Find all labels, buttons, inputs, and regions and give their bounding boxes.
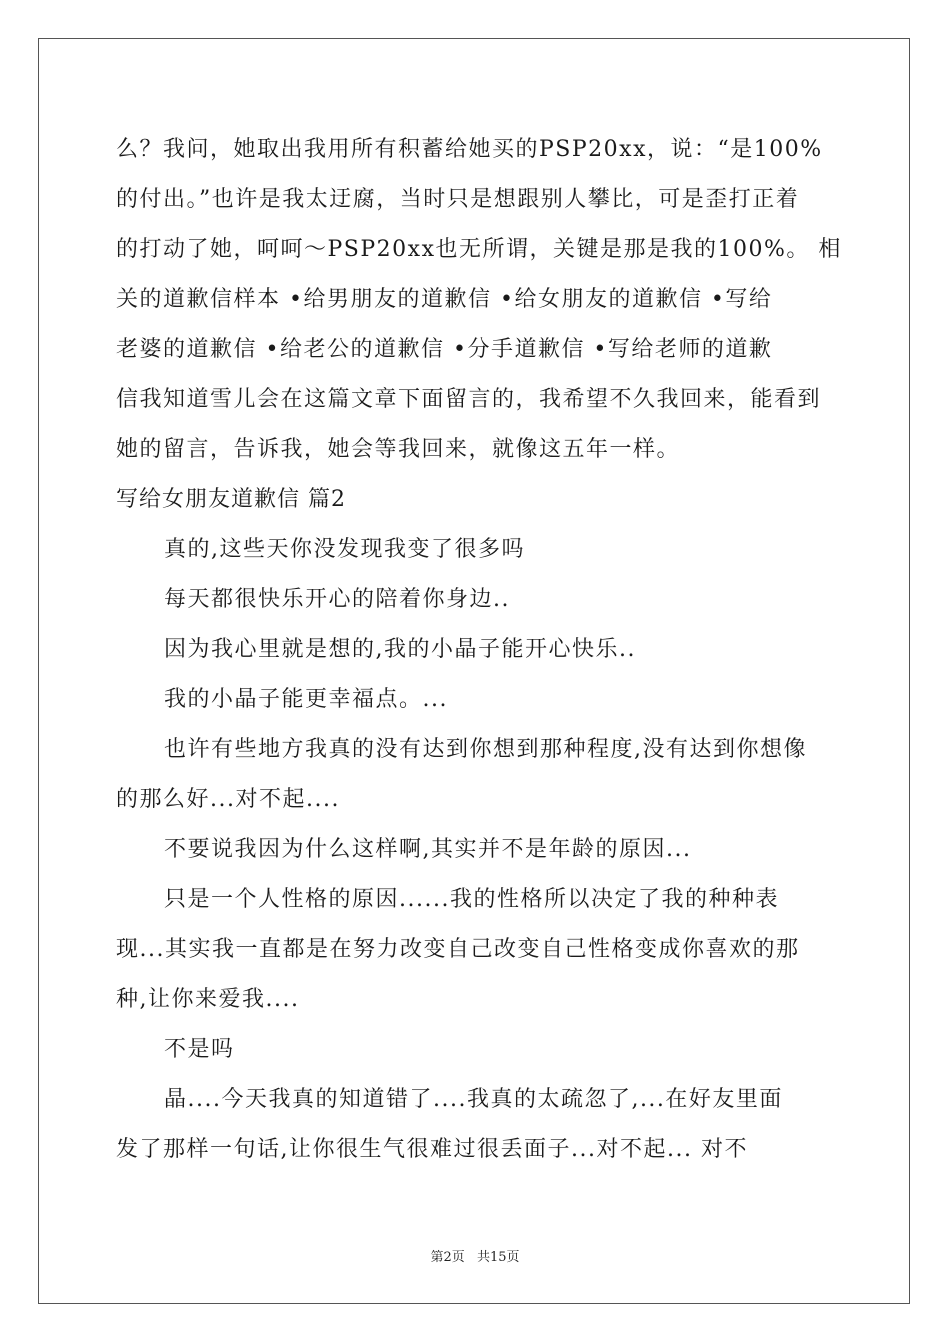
text-line: 信我知道雪儿会在这篇文章下面留言的，我希望不久我回来，能看到: [116, 387, 822, 412]
text-line: 么？我问，她取出我用所有积蓄给她买的PSP20xx，说：“是100%: [116, 137, 823, 162]
text-line: 不是吗: [164, 1037, 235, 1062]
document-body: [116, 125, 842, 1175]
text-line: 每天都很快乐开心的陪着你身边..: [164, 587, 510, 612]
page-number: 第2页: [430, 1250, 465, 1265]
section-body: [116, 525, 836, 1175]
text-line: 她的留言，告诉我，她会等我回来，就像这五年一样。: [116, 437, 681, 462]
text-line: 只是一个人性格的原因......我的性格所以决定了我的种种表: [164, 887, 779, 912]
text-line: 老婆的道歉信 •给老公的道歉信 •分手道歉信 •写给老师的道歉: [116, 337, 773, 362]
text-line: 晶....今天我真的知道错了....我真的太疏忽了,...在好友里面: [164, 1087, 783, 1112]
text-line: 的打动了她，呵呵～PSP20xx也无所谓，关键是那是我的100%。 相: [116, 237, 842, 262]
page-footer: [0, 1246, 950, 1265]
text-line: 也许有些地方我真的没有达到你想到那种程度,没有达到你想像: [164, 737, 807, 762]
section-heading: 写给女朋友道歉信 篇2: [116, 487, 346, 512]
text-line: 因为我心里就是想的,我的小晶子能开心快乐..: [164, 637, 636, 662]
text-line: 现...其实我一直都是在努力改变自己改变自己性格变成你喜欢的那: [116, 937, 800, 962]
text-line: 我的小晶子能更幸福点。...: [164, 687, 448, 712]
text-line: 发了那样一句话,让你很生气很难过很丢面子...对不起... 对不: [116, 1137, 748, 1162]
text-line: 种,让你来爱我....: [116, 987, 300, 1012]
text-line: 关的道歉信样本 •给男朋友的道歉信 •给女朋友的道歉信 •写给: [116, 287, 773, 312]
text-line: 的付出。”也许是我太迂腐，当时只是想跟别人攀比，可是歪打正着: [116, 187, 800, 212]
page-total: 共15页: [476, 1250, 520, 1265]
text-line: 不要说我因为什么这样啊,其实并不是年龄的原因...: [164, 837, 692, 862]
paragraph-1: [116, 125, 842, 475]
text-line: 的那么好...对不起....: [116, 787, 340, 812]
text-line: 真的,这些天你没发现我变了很多吗: [164, 537, 525, 562]
